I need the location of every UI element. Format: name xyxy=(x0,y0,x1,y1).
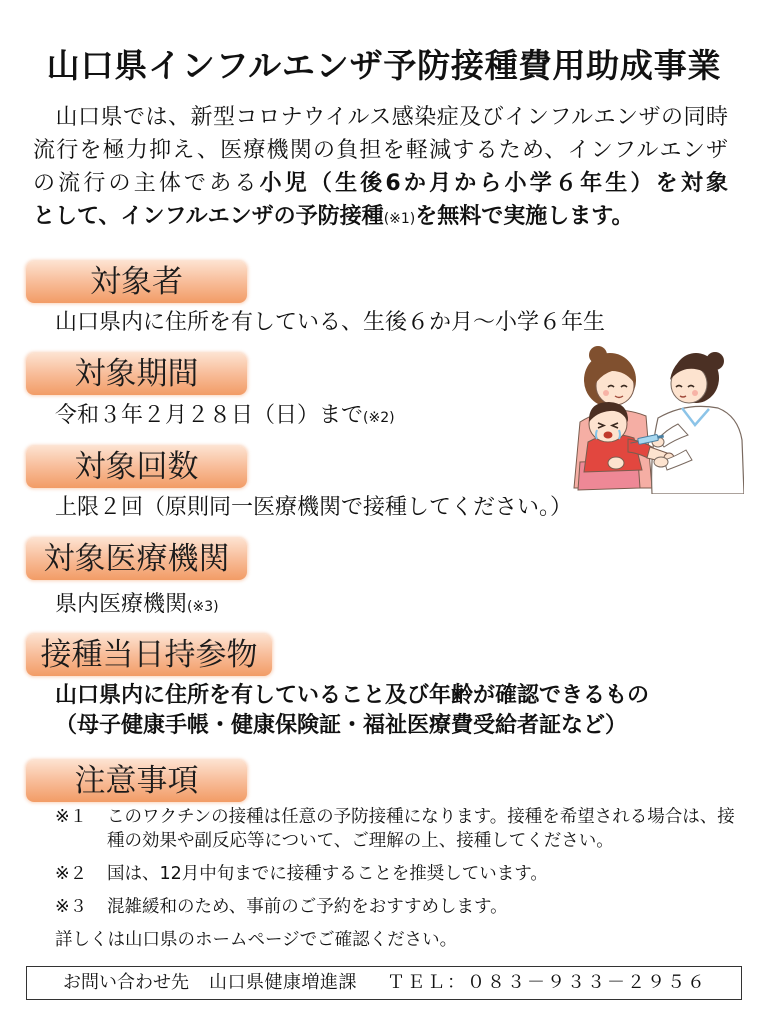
intro-emphasis-vaccination: として、インフルエンザの予防接種 xyxy=(33,204,384,229)
nurse-cheek xyxy=(692,390,698,396)
intro-emphasis-target: 小児（生後6か月から小学６年生）を対象 xyxy=(259,171,728,196)
items-to-bring-line-1: 山口県内に住所を有していること及び年齢が確認できるもの xyxy=(55,683,650,708)
mother-hand xyxy=(608,457,624,469)
eligibility-heading: 対象者 xyxy=(26,261,247,303)
vaccination-illustration xyxy=(572,342,744,494)
contact-box xyxy=(26,966,742,1000)
contact-phone: ＴＥＬ：０８３－９３３－２９５６ xyxy=(387,972,707,993)
note-item-1 xyxy=(55,805,735,829)
note-text: このワクチンの接種は任意の予防接種になります。接種を希望される場合は、接 xyxy=(107,807,735,827)
child-tear xyxy=(619,430,620,439)
intro-line-2: 流行を極力抑え、医療機関の負担を軽減するため、インフルエンザ xyxy=(33,138,728,163)
clinics-heading: 対象医療機関 xyxy=(26,538,247,580)
child-mouth xyxy=(604,432,613,439)
dose-count-heading: 対象回数 xyxy=(26,446,247,488)
intro-paragraph xyxy=(33,101,728,233)
note-marker: ※２ xyxy=(55,864,88,884)
note-text: 混雑緩和のため、事前のご予約をおすすめします。 xyxy=(107,897,508,917)
clinics-text xyxy=(55,590,219,622)
period-value: 令和３年２月２８日（日）まで xyxy=(55,403,364,428)
footnote-ref-3: (※3) xyxy=(187,599,219,615)
more-info-text: 詳しくは山口県のホームページでご確認ください。 xyxy=(55,930,458,950)
notes-heading: 注意事項 xyxy=(26,760,247,802)
eligibility-text: 山口県内に住所を有している、生後６か月～小学６年生 xyxy=(55,310,606,335)
mother-hair-bun xyxy=(589,346,607,364)
items-to-bring-line-2: （母子健康手帳・健康保険証・福祉医療費受給者証など） xyxy=(55,713,628,738)
note-marker: ※１ xyxy=(55,807,88,827)
dose-count-text: 上限２回（原則同一医療機関で接種してください。） xyxy=(55,495,573,520)
note-item-1-continued: 種の効果や副反応等について、ご理解の上、接種してください。 xyxy=(107,831,614,851)
contact-department: 山口県健康増進課 xyxy=(209,972,357,993)
intro-line-3 xyxy=(33,167,728,200)
mother-cheek xyxy=(603,390,609,396)
nurse-hand-holding xyxy=(654,457,668,467)
note-item-3 xyxy=(55,895,508,919)
footnote-ref-2: (※2) xyxy=(363,410,395,426)
intro-line-3-text: の流行の主体である xyxy=(33,171,260,196)
page-title: 山口県インフルエンザ予防接種費用助成事業 xyxy=(46,46,722,85)
note-item-2 xyxy=(55,862,548,886)
footnote-ref-1: (※1) xyxy=(383,211,416,227)
period-text xyxy=(55,401,395,433)
child-tear xyxy=(596,430,597,439)
contact-label: お問い合わせ先 xyxy=(63,972,189,993)
clinics-value: 県内医療機関 xyxy=(55,592,188,617)
note-marker: ※３ xyxy=(55,897,88,917)
nurse-figure xyxy=(652,352,744,494)
note-text: 国は、12月中旬までに接種することを推奨しています。 xyxy=(107,864,548,884)
intro-emphasis-free: を無料で実施します。 xyxy=(415,204,634,229)
period-heading: 対象期間 xyxy=(26,353,247,395)
intro-line-4 xyxy=(33,200,728,233)
items-to-bring-heading: 接種当日持参物 xyxy=(26,634,272,676)
syringe-plunger xyxy=(658,436,664,437)
intro-line-1: 山口県では、新型コロナウイルス感染症及びインフルエンザの同時 xyxy=(33,105,728,130)
nurse-uniform xyxy=(652,406,744,494)
